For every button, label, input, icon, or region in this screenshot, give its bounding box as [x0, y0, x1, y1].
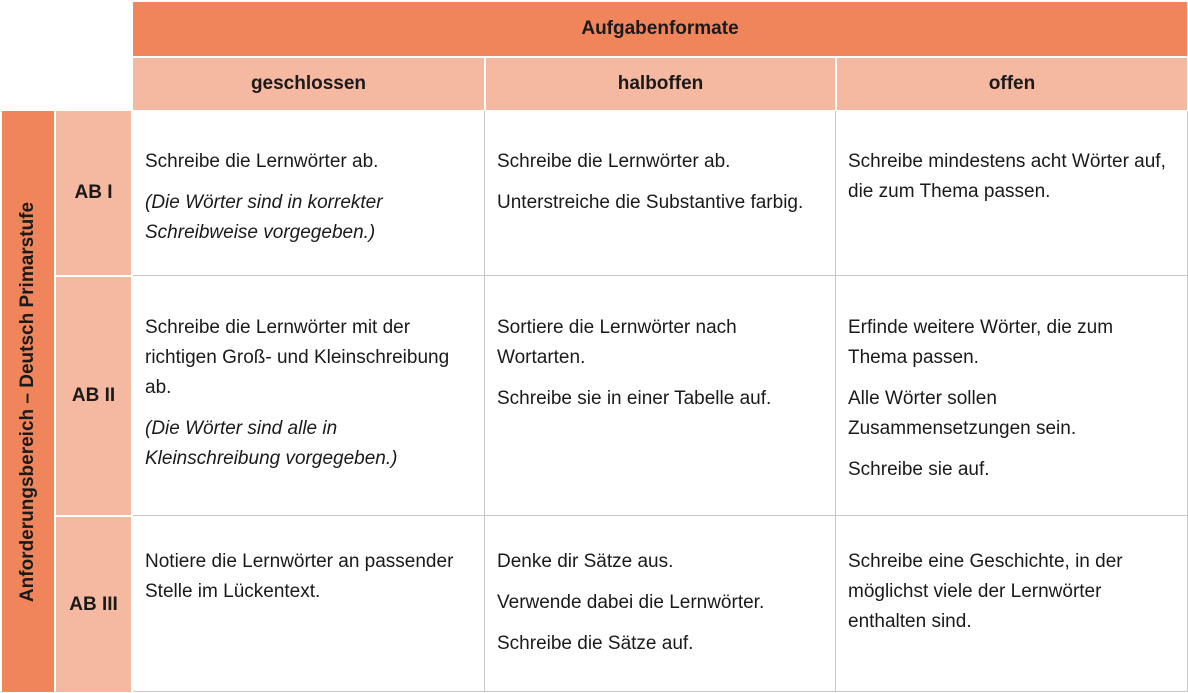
column-header-halboffen: halboffen: [486, 58, 835, 110]
cell-ab3-offen: [836, 517, 1187, 692]
cell-ab2-offen: [836, 277, 1187, 515]
grid-line: [133, 275, 1187, 276]
cell-ab1-halboffen: [485, 111, 835, 275]
cell-ab2-halboffen: [485, 277, 835, 515]
cell-text: Schreibe sie in einer Tabelle auf.: [497, 388, 772, 409]
side-label: [2, 111, 54, 692]
cell-text: Schreibe die Lernwörter ab.: [497, 151, 731, 172]
cell-text: Schreibe die Lernwörter mit der richtigen Groß- und Kleinschreibung ab.: [145, 317, 450, 398]
row-label-ab-2: AB II: [56, 277, 131, 515]
table-title: Aufgabenformate: [133, 2, 1187, 56]
cell-text: Schreibe eine Geschichte, in der möglichst viele der Lernwörter enthalten sind.: [848, 551, 1123, 632]
column-header-geschlossen: geschlossen: [133, 58, 484, 110]
cell-ab1-offen: [836, 111, 1187, 275]
cell-text: Sortiere die Lernwörter nach Wortarten.: [497, 317, 737, 368]
cell-text: Alle Wörter sollen Zusammensetzungen sein.: [848, 388, 1077, 439]
cell-text: Unterstreiche die Substantive farbig.: [497, 192, 804, 213]
cell-text: Verwende dabei die Lernwörter.: [497, 592, 765, 613]
cell-text: Schreibe die Sätze auf.: [497, 633, 694, 654]
cell-ab3-geschlossen: [133, 517, 484, 692]
cell-text: Notiere die Lernwörter an passender Stelle im Lückentext.: [145, 551, 454, 602]
cell-note: (Die Wörter sind in korrekter Schreibweise vorgegeben.): [145, 192, 383, 243]
grid-line: [133, 515, 1187, 516]
row-label-ab-1: AB I: [56, 111, 131, 275]
side-label-text: Anforderungsbereich – Deutsch Primarstufe: [17, 201, 38, 602]
cell-text: Schreibe mindestens acht Wörter auf, die zum Thema passen.: [848, 151, 1166, 202]
cell-text: Schreibe sie auf.: [848, 459, 990, 480]
row-label-ab-3: AB III: [56, 517, 131, 692]
cell-text: Schreibe die Lernwörter ab.: [145, 151, 379, 172]
column-header-offen: offen: [837, 58, 1187, 110]
cell-ab3-halboffen: [485, 517, 835, 692]
cell-text: Denke dir Sätze aus.: [497, 551, 674, 572]
cell-ab2-geschlossen: [133, 277, 484, 515]
cell-ab1-geschlossen: [133, 111, 484, 275]
cell-note: (Die Wörter sind alle in Kleinschreibung vorgegeben.): [145, 418, 398, 469]
cell-text: Erfinde weitere Wörter, die zum Thema passen.: [848, 317, 1114, 368]
